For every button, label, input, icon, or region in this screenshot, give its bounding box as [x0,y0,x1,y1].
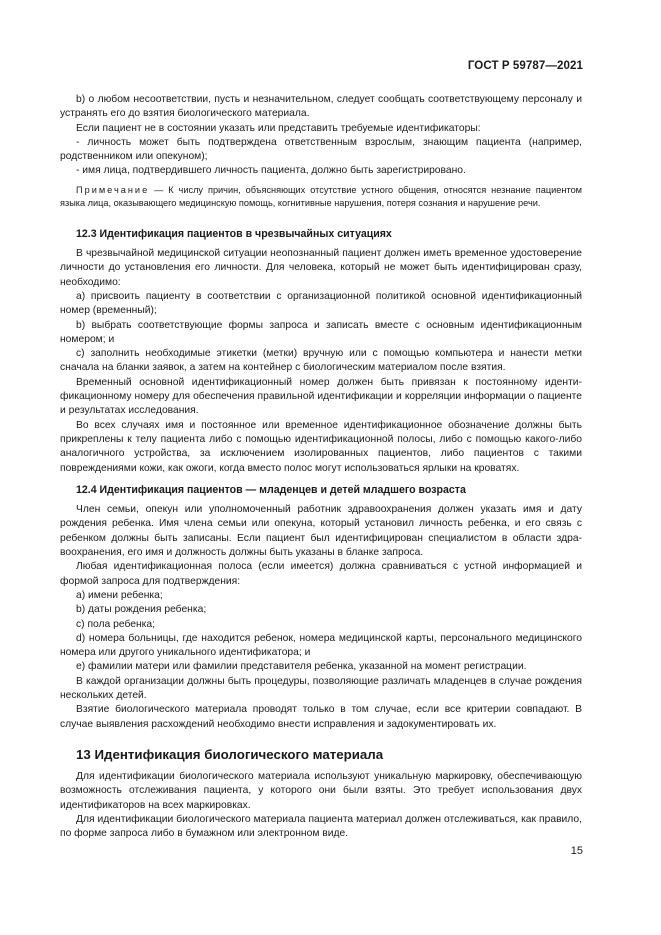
note-label: Примечание [76,184,150,195]
list-item: c) заполнить необходимые этикетки (метки) вручную или с помощью компьютера и нанести метки сначала на бланки заявок, а затем на контейнер с биологическим материалом после взятия. [60,348,582,374]
list-item: b) даты рождения ребенка; [76,604,207,616]
paragraph: Для идентификации биологического материала пациента материал должен отслеживаться, как правило, по форме запроса либо в бумажном или электронном виде. [60,814,582,840]
section-heading-13: 13 Идентификация биологического материала [76,746,384,762]
list-item: b) выбрать соответствующие формы запроса и записать вместе с основным идентификационным номером; и [60,319,582,345]
list-item: - личность может быть подтверждена ответственным взрослым, знающим пациента (например, родственником или опекуном); [60,136,582,163]
section-heading-12-4: 12.4 Идентификация пациентов — младенцев и детей младшего возраста [76,483,466,496]
paragraph: Любая идентификационная полоса (если имеется) должна сравниваться с устной информацией и формой запроса для подтверждения: [60,561,582,587]
standard-header: ГОСТ Р 59787—2021 [467,60,583,72]
section-heading-12-3: 12.3 Идентификация пациентов в чрезвычайных ситуациях [76,227,392,240]
list-item: a) присвоить пациенту в соответствии с организационной политикой основной идентификационный номер (временный); [60,290,582,317]
note-text: — К числу причин, объясняющих отсутствие устного общения, относятся незнание пациентом языка лица, оказывающего медицинскую помощь, когнитивные нарушения, потеря сознания и нарушение речи. [60,184,582,208]
paragraph: Член семьи, опекун или уполномоченный работник здравоохранения должен указать имя и дату рождения ребенка. Имя члена семьи или опекуна, который установил личность ребенка, и его связь с ребенком должны быть записаны. Если пациент был идентифицирован специалистом в области здравоохранения, его имя и должность должны быть указаны в бланке запроса. [60,504,582,559]
paragraph: Взятие биологического материала проводят только в том случае, если все критерии совпадают. В случае выявления расхождений необходимо внести исправления и задокументировать их. [60,704,582,730]
paragraph: Во всех случаях имя и постоянное или временное идентификационное обозначение должны быть прикреплены к телу пациента либо с помощью идентификационной полосы, либо с помощью какого-либо аналогичного устройства, за исключением изолированных пациентов, либо пациентов с такими повреждениями кожи, как ожоги, когда вместо полос могут использоваться ярлыки на кроватях. [60,419,582,474]
paragraph: b) о любом несоответствии, пусть и незначительном, следует сообщать соответствующему персоналу и устранять его до взятия биологического материала. [60,94,582,120]
list-item: d) номера больницы, где находится ребенок, номера медицинской карты, персонального медицинского номера или другого уникального идентификатора; и [60,632,582,659]
list-item: c) пола ребенка; [76,618,155,630]
paragraph: В каждой организации должны быть процедуры, позволяющие различать младенцев в случае рождения нескольких детей. [60,675,582,701]
page-number: 15 [570,845,583,857]
note [60,184,582,210]
paragraph: Если пациент не в состоянии указать или представить требуемые идентификаторы: [76,122,481,134]
list-item: - имя лица, подтвердившего личность пациента, должно быть зарегистрировано. [76,165,466,177]
list-item: a) имени ребенка; [76,589,163,601]
paragraph: Временный основной идентификационный номер должен быть привязан к постоянному идентификационному номеру для обеспечения правильной идентификации и корреляции информации о пациенте и результатах исследования. [60,376,582,417]
paragraph: Для идентификации биологического материала используют уникальную маркировку, обеспечивающую возможность отслеживания пациента, у которого они были взяты. Это требует использования двух идентификаторов на всех маркировках. [60,771,582,811]
document-body [60,93,582,842]
list-item: e) фамилии матери или фамилии представителя ребенка, указанной на момент регистрации. [76,661,527,673]
paragraph: В чрезвычайной медицинской ситуации неопознанный пациент должен иметь временное удостоверение личности до установления его личности. Для человека, который не может быть идентифицирован сразу, необходимо: [60,248,582,288]
